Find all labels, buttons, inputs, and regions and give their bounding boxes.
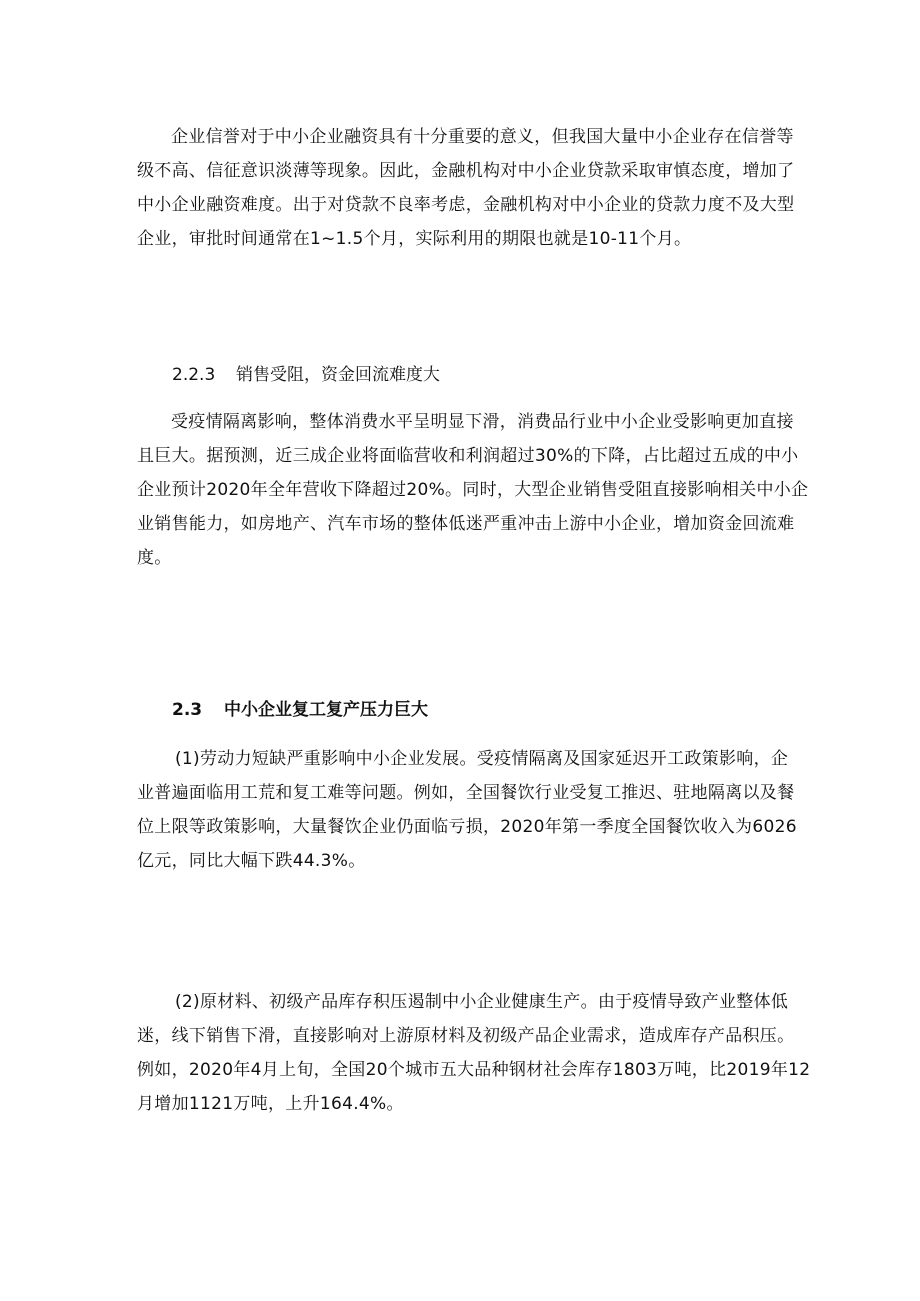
- paragraph-line: 中小企业融资难度。出于对贷款不良率考虑，金融机构对中小企业的贷款力度不及大型: [137, 195, 795, 215]
- paragraph-line: 企业，审批时间通常在1~1.5个月，实际利用的期限也就是10-11个月。: [137, 229, 692, 249]
- paragraph-line: 月增加1121万吨，上升164.4%。: [137, 1094, 404, 1114]
- paragraph-line: 企业预计2020年全年营收下降超过20%。同时，大型企业销售受阻直接影响相关中小企: [137, 480, 809, 500]
- paragraph-line: 例如，2020年4月上旬，全国20个城市五大品种钢材社会库存1803万吨，比2019年12: [137, 1060, 811, 1080]
- paragraph-line: 位上限等政策影响，大量餐饮企业仍面临亏损，2020年第一季度全国餐饮收入为6026: [137, 817, 797, 837]
- paragraph-credit: [137, 120, 795, 256]
- paragraph-inventory: [137, 985, 811, 1121]
- paragraph-line: 且巨大。据预测，近三成企业将面临营收和利润超过30%的下降，占比超过五成的中小: [137, 446, 799, 466]
- section-number: 2.2.3: [172, 365, 216, 385]
- paragraph-line: 受疫情隔离影响，整体消费水平呈明显下滑，消费品行业中小企业受影响更加直接: [171, 412, 794, 432]
- paragraph-line: (1)劳动力短缺严重影响中小企业发展。受疫情隔离及国家延迟开工政策影响，企: [175, 749, 789, 769]
- section-heading-2-2-3: [172, 363, 440, 387]
- paragraph-line: 企业信誉对于中小企业融资具有十分重要的意义，但我国大量中小企业存在信誉等: [171, 127, 794, 147]
- paragraph-line: 业销售能力，如房地产、汽车市场的整体低迷严重冲击上游中小企业，增加资金回流难: [137, 514, 795, 534]
- paragraph-line: 业普遍面临用工荒和复工难等问题。例如，全国餐饮行业受复工推迟、驻地隔离以及餐: [137, 783, 795, 803]
- paragraph-line: 迷，线下销售下滑，直接影响对上游原材料及初级产品企业需求，造成库存产品积压。: [137, 1026, 795, 1046]
- paragraph-line: 亿元，同比大幅下跌44.3%。: [137, 851, 366, 871]
- section-number: 2.3: [172, 700, 203, 720]
- section-heading-2-3: [172, 698, 428, 722]
- paragraph-line: 级不高、信征意识淡薄等现象。因此，金融机构对中小企业贷款采取审慎态度，增加了: [137, 161, 795, 181]
- paragraph-sales: [137, 405, 809, 575]
- paragraph-line: (2)原材料、初级产品库存积压遏制中小企业健康生产。由于疫情导致产业整体低: [175, 992, 789, 1012]
- paragraph-labor: [137, 742, 797, 878]
- section-title: 销售受阻，资金回流难度大: [236, 365, 440, 385]
- paragraph-line: 度。: [137, 548, 172, 568]
- section-title: 中小企业复工复产压力巨大: [224, 700, 428, 720]
